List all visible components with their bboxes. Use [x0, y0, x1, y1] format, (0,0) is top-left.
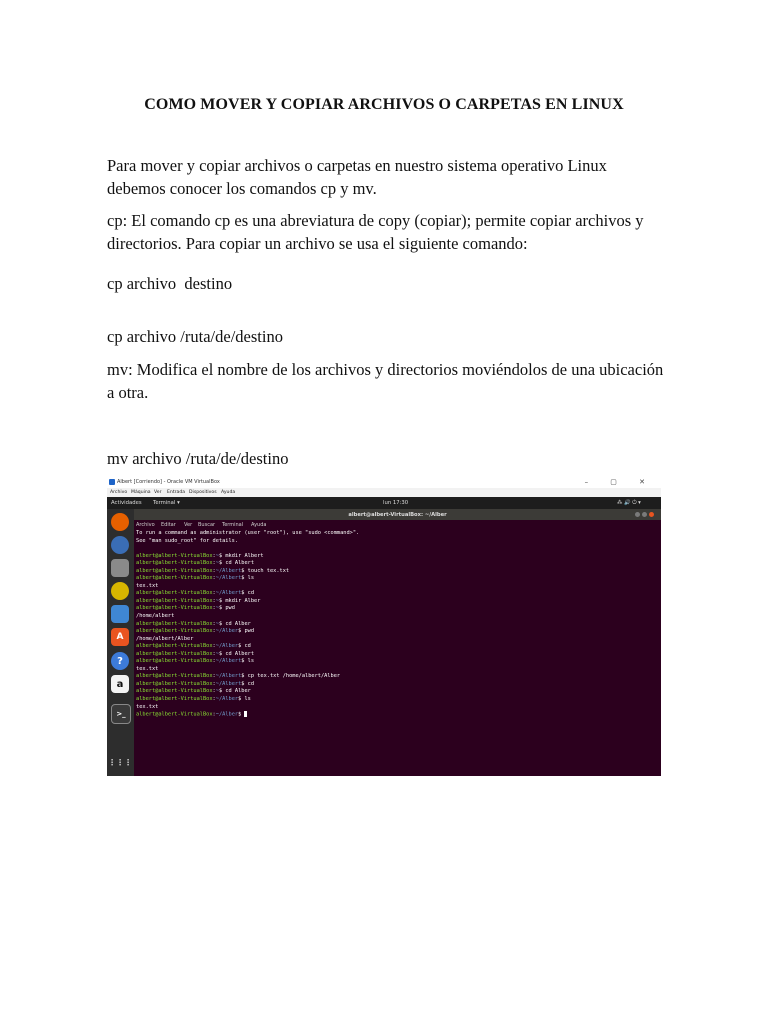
prompt-path: ~/Albert — [215, 658, 242, 665]
prompt-user: albert@albert-VirtualBox — [136, 597, 213, 604]
terminal-line — [136, 696, 656, 704]
terminal-line: tex.txt — [136, 582, 159, 589]
prompt-separator: : — [212, 658, 216, 665]
command-text: $ cd Albert — [218, 650, 255, 657]
prompt-path: ~/Albert — [215, 673, 242, 680]
prompt-separator: : — [212, 552, 216, 559]
command-text: $ — [238, 711, 245, 718]
amazon-icon[interactable]: a — [111, 675, 129, 693]
prompt-user: albert@albert-VirtualBox — [136, 605, 213, 612]
command-text: $ mkdir Albert — [218, 552, 264, 559]
virtualbox-titlebar — [107, 477, 661, 488]
vbox-menu-archivo[interactable]: Archivo — [110, 490, 128, 495]
prompt-separator: : — [212, 680, 216, 687]
command-text: $ cd — [238, 643, 251, 650]
command-text: $ cd — [241, 680, 255, 687]
prompt-user: albert@albert-VirtualBox — [136, 643, 213, 650]
prompt-user: albert@albert-VirtualBox — [136, 620, 213, 627]
term-menu-editar[interactable]: Editar — [161, 522, 176, 528]
terminal-line — [136, 560, 656, 568]
term-menu-ayuda[interactable]: Ayuda — [251, 522, 267, 528]
terminal-icon[interactable]: >_ — [111, 704, 131, 724]
prompt-path: ~/Albert — [215, 590, 242, 597]
command-text: $ ls — [241, 575, 255, 582]
prompt-path: ~/Albert — [215, 575, 242, 582]
terminal-line: /home/albert — [136, 613, 175, 620]
terminal-line — [136, 568, 656, 576]
prompt-separator: : — [212, 628, 216, 635]
thunderbird-icon[interactable] — [111, 536, 129, 554]
libreoffice-writer-icon[interactable] — [111, 605, 129, 623]
terminal-line: /home/albert/Alber — [136, 635, 194, 642]
prompt-separator: : — [212, 673, 216, 680]
show-apps-icon[interactable]: ⋮⋮⋮ — [108, 757, 132, 767]
vbox-menu-ayuda[interactable]: Ayuda — [221, 490, 236, 495]
prompt-user: albert@albert-VirtualBox — [136, 567, 213, 574]
activities-button[interactable]: Actividades — [111, 500, 142, 506]
prompt-path: ~ — [215, 650, 219, 657]
terminal-line — [136, 711, 656, 719]
command-text: $ cp tex.txt /home/albert/Alber — [241, 673, 341, 680]
term-menu-buscar[interactable]: Buscar — [198, 522, 216, 528]
prompt-user: albert@albert-VirtualBox — [136, 590, 213, 597]
prompt-separator: : — [212, 590, 216, 597]
prompt-separator: : — [212, 597, 216, 604]
term-menu-terminal[interactable]: Terminal — [222, 522, 244, 528]
virtualbox-menubar — [107, 488, 661, 497]
command-text: $ ls — [238, 696, 251, 703]
vbox-menu-entrada[interactable]: Entrada — [167, 490, 186, 495]
terminal-screenshot — [107, 477, 661, 776]
terminal-line — [136, 681, 656, 689]
prompt-separator: : — [212, 643, 216, 650]
prompt-path: ~/Alber — [215, 643, 239, 650]
prompt-separator: : — [212, 711, 216, 718]
paragraph-mv-example: mv archivo /ruta/de/destino — [107, 449, 289, 468]
prompt-user: albert@albert-VirtualBox — [136, 688, 213, 695]
software-center-icon[interactable]: A — [111, 628, 129, 646]
paragraph-cp-description: cp: El comando cp es una abreviatura de copy (copiar); permite copiar archivos y directorios. Para copiar un archivo se usa el siguiente comando: — [107, 211, 644, 253]
command-text: $ cd Alber — [218, 688, 251, 695]
prompt-separator: : — [212, 567, 216, 574]
terminal-line — [136, 688, 656, 696]
terminal-line — [136, 605, 656, 613]
virtualbox-icon — [109, 479, 115, 485]
paragraph-cp-example: cp archivo /ruta/de/destino — [107, 327, 283, 346]
terminal-line — [136, 575, 656, 583]
terminal-line — [136, 658, 656, 666]
rhythmbox-icon[interactable] — [111, 582, 129, 600]
prompt-path: ~/Albert — [215, 567, 242, 574]
paragraph-cp-syntax: cp archivo destino — [107, 274, 233, 293]
files-icon[interactable] — [111, 559, 129, 577]
prompt-path: ~ — [215, 560, 219, 567]
terminal-line — [136, 545, 656, 553]
terminal-line — [136, 673, 656, 681]
command-text: $ ls — [241, 658, 255, 665]
command-text: $ touch tex.txt — [241, 567, 290, 574]
paragraph-mv-description: mv: Modifica el nombre de los archivos y directorios moviéndolos de una ubicación a otra. — [107, 360, 664, 402]
clock[interactable]: lun 17:30 — [383, 500, 409, 506]
command-text: $ cd Albert — [218, 560, 255, 567]
help-icon[interactable]: ? — [111, 652, 129, 670]
prompt-user: albert@albert-VirtualBox — [136, 650, 213, 657]
prompt-user: albert@albert-VirtualBox — [136, 680, 213, 687]
terminal-window-controls[interactable] — [633, 512, 657, 518]
terminal-title: albert@albert-VirtualBox: ~/Alber — [348, 511, 447, 518]
prompt-path: ~/Alber — [215, 711, 239, 718]
terminal-output[interactable] — [136, 530, 656, 719]
page-title: COMO MOVER Y COPIAR ARCHIVOS O CARPETAS EN LINUX — [144, 96, 624, 113]
window-title: Albert [Corriendo] - Oracle VM VirtualBox — [117, 479, 220, 485]
firefox-icon[interactable] — [111, 513, 129, 531]
prompt-separator: : — [212, 575, 216, 582]
prompt-separator: : — [212, 688, 216, 695]
term-menu-ver[interactable]: Ver — [184, 522, 193, 528]
terminal-menubar — [134, 520, 661, 530]
terminal-header — [134, 509, 661, 520]
paragraph-intro: Para mover y copiar archivos o carpetas en nuestro sistema operativo Linux debemos conocer los comandos cp y mv. — [107, 156, 607, 198]
prompt-path: ~ — [215, 552, 219, 559]
prompt-path: ~ — [215, 688, 219, 695]
prompt-path: ~ — [215, 597, 219, 604]
command-text: $ cd Alber — [218, 620, 251, 627]
terminal-line: See "man sudo_root" for details. — [136, 537, 239, 544]
term-menu-archivo[interactable]: Archivo — [136, 522, 155, 528]
terminal-line — [136, 590, 656, 598]
terminal-line: tex.txt — [136, 665, 159, 672]
prompt-path: ~ — [215, 620, 219, 627]
terminal-line: To run a command as administrator (user "root"), use "sudo <command>". — [136, 530, 360, 536]
prompt-user: albert@albert-VirtualBox — [136, 628, 213, 635]
terminal-line — [136, 553, 656, 561]
prompt-separator: : — [212, 560, 216, 567]
prompt-separator: : — [212, 620, 216, 627]
vbox-menu-dispositivos[interactable]: Dispositivos — [189, 490, 217, 495]
vbox-menu-ver[interactable]: Ver — [154, 490, 162, 495]
prompt-user: albert@albert-VirtualBox — [136, 552, 213, 559]
terminal-line — [136, 628, 656, 636]
terminal-line — [136, 598, 656, 606]
prompt-user: albert@albert-VirtualBox — [136, 673, 213, 680]
terminal-line — [136, 621, 656, 629]
terminal-app-menu[interactable]: Terminal ▾ — [153, 500, 180, 506]
prompt-user: albert@albert-VirtualBox — [136, 560, 213, 567]
prompt-user: albert@albert-VirtualBox — [136, 575, 213, 582]
command-text: $ mkdir Alber — [218, 597, 261, 604]
prompt-user: albert@albert-VirtualBox — [136, 711, 213, 718]
terminal-line — [136, 651, 656, 659]
prompt-separator: : — [212, 696, 216, 703]
dock — [107, 509, 134, 776]
prompt-path: ~ — [215, 605, 219, 612]
system-status-icons[interactable]: ⁂ 🔊 ⏻ ▾ — [617, 500, 641, 506]
command-text: $ pwd — [218, 605, 235, 612]
terminal-cursor — [244, 711, 247, 717]
window-controls: – ▢ ✕ — [584, 478, 655, 486]
prompt-user: albert@albert-VirtualBox — [136, 696, 213, 703]
terminal-line: tex.txt — [136, 703, 159, 710]
prompt-separator: : — [212, 605, 216, 612]
terminal-line — [136, 643, 656, 651]
prompt-user: albert@albert-VirtualBox — [136, 658, 213, 665]
vbox-menu-maquina[interactable]: Máquina — [131, 490, 151, 495]
gnome-topbar — [107, 497, 661, 509]
command-text: $ cd — [241, 590, 255, 597]
prompt-separator: : — [212, 650, 216, 657]
prompt-path: ~/Alber — [215, 628, 239, 635]
prompt-path: ~/Albert — [215, 680, 242, 687]
prompt-path: ~/Alber — [215, 696, 239, 703]
command-text: $ pwd — [238, 628, 255, 635]
